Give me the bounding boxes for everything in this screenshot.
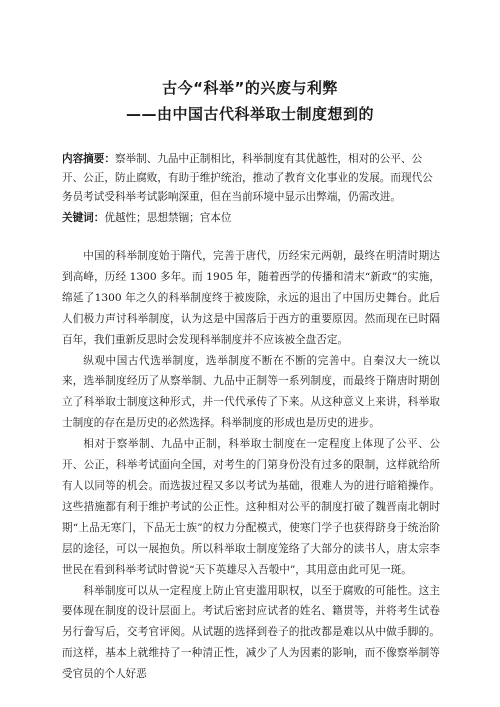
abstract <box>62 150 440 207</box>
keywords-label: 关键词： <box>62 212 105 224</box>
abstract-text: 察举制、九品中正制相比，科举制度有其优越性，相对的公平、公开、公正，防止腐败，有助于维护统治，推动了教育文化事业的发展。而现代公务员考试受科举考试影响深重，但在当前环境中显示出弊端，仍需改进。 <box>62 153 433 203</box>
keywords-text: 优越性；思想禁锢；官本位 <box>104 212 232 224</box>
body-paragraph: 科举制度可以从一定程度上防止官吏滥用职权，以至于腐败的可能性。这主要体现在制度的设计层面上。考试后密封应试者的姓名、籍贯等，并将考生试卷另行誊写后，交考官评阅。从试题的选择到卷子的批改都是难以从中做手脚的。而这样，基本上就维持了一种清正性，减少了人为因素的影响，而不像察举制等受官员的个人好恶 <box>62 584 440 681</box>
body-paragraph: 纵观中国古代选举制度，选举制度不断在不断的完善中。自秦汉大一统以来，选举制度经历了从察举制、九品中正制等一系列制度，而最终于隋唐时期创立了科举取士制度这种形式，并一代代承传了下来。从这种意义上来讲，科举取士制度的存在是历史的必然选择。科举制度的形成也是历史的进步。 <box>62 354 440 430</box>
keywords <box>62 209 440 228</box>
document-subtitle: ——由中国古代科举取士制度想到的 <box>125 105 374 123</box>
body-paragraph: 相对于察举制、九品中正制，科举取士制度在一定程度上体现了公平、公开、公正，科举考试面向全国，对考生的门第身份没有过多的限制，这样就给所有人以同等的机会。而选拔过程又多以考试为基础，很难人为的进行暗箱操作。这些措施都有利于维护考试的公正性。这种相对公平的制度打破了魏晋南北朝时期“上品无寒门，下品无士族”的权力分配模式，使寒门学子也获得跻身于统治阶层的途径，可以一展抱负。所以科举取士制度笼络了大部分的读书人，唐太宗李世民在看到科举考试时曾说“天下英雄尽入吾彀中”，其用意由此可见一斑。 <box>62 438 440 576</box>
document-title: 古今“科举”的兴废与利弊 <box>162 79 338 97</box>
abstract-label: 内容摘要： <box>62 153 115 165</box>
body-paragraph: 中国的科举制度始于隋代，完善于唐代，历经宋元两朝，最终在明清时期达到高峰，历经 1300 多年。而 1905 年，随着西学的传播和清末“新政”的实施，绵延了1300 年之久的科举制度终于被废除，永远的退出了中国历史舞台。此后人们极力声讨科举制度，认为这是中国落后于西方的重要原因。然而现在已时隔百年，我们重新反思时会发现科举制度并不应该被全盘否定。 <box>62 250 440 346</box>
document-body <box>62 246 440 685</box>
